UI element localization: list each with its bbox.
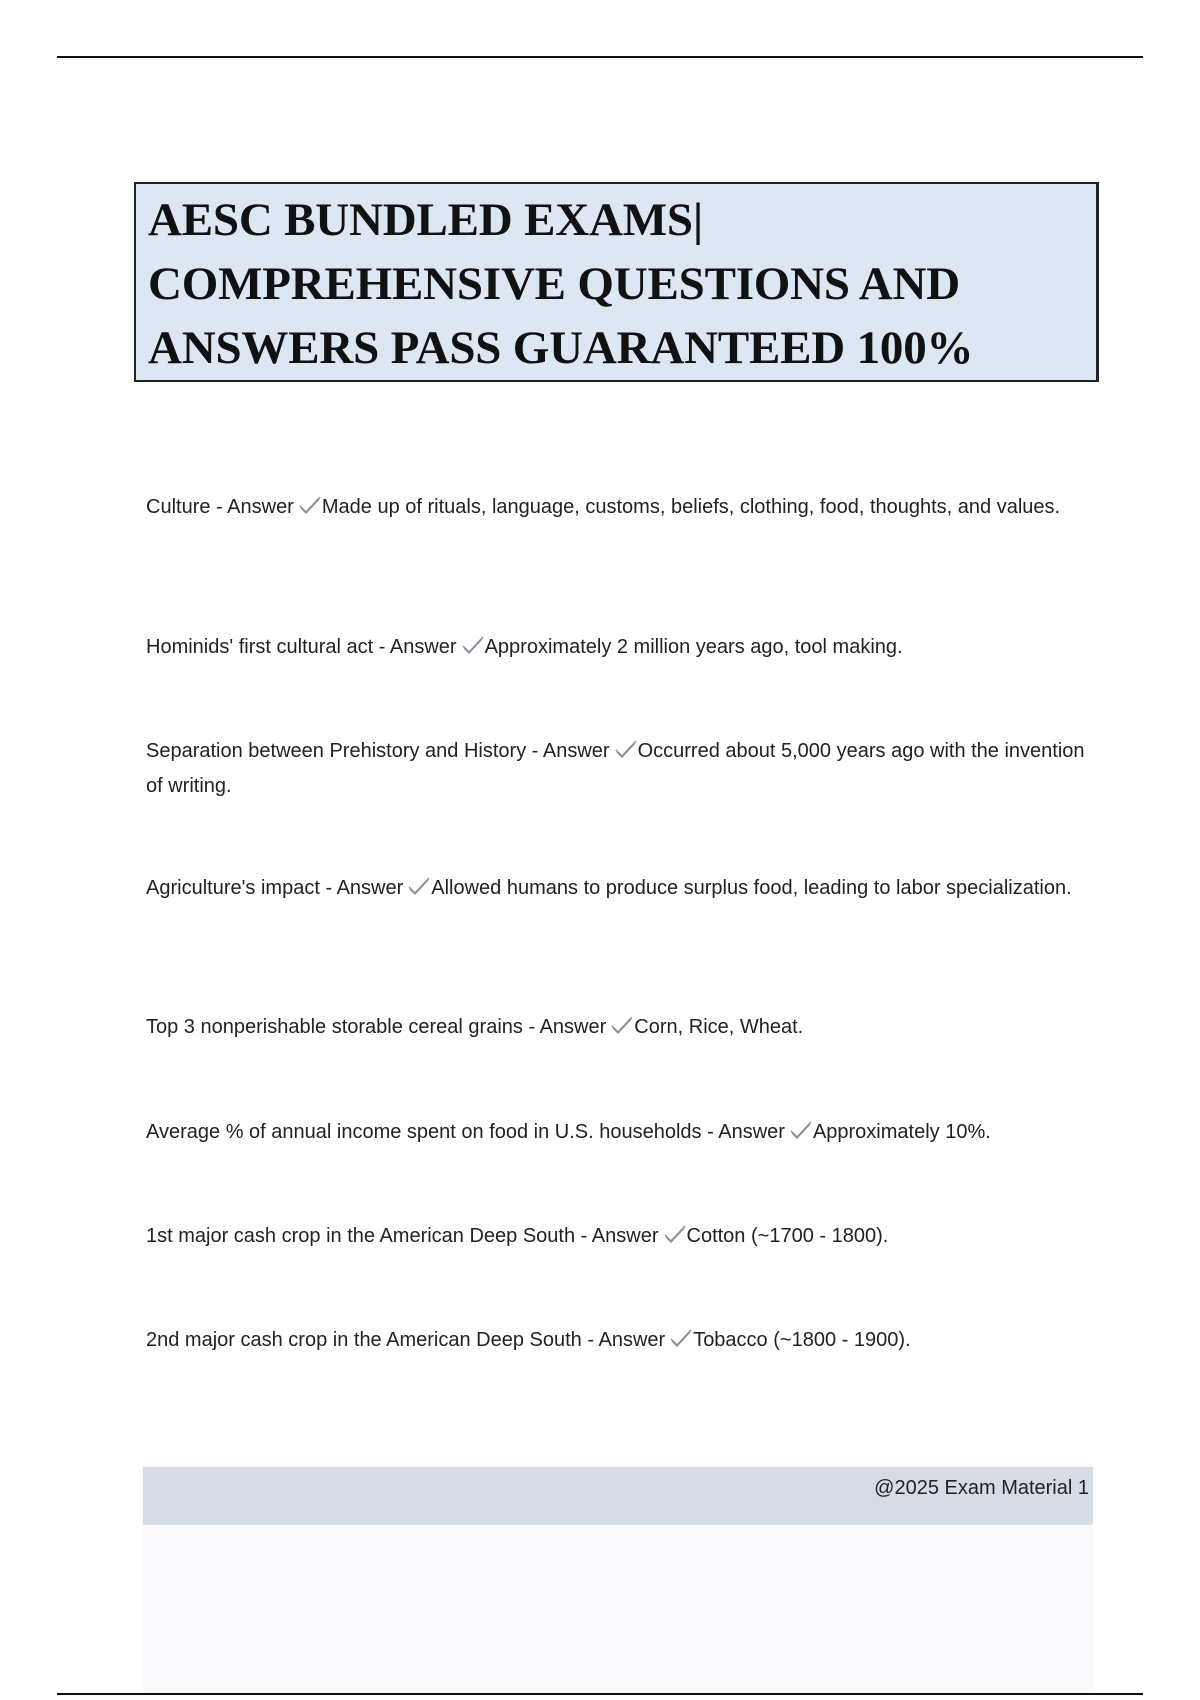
qa-answer: Occurred about 5,000 years ago with the invention of writing.: [146, 740, 1085, 797]
qa-term: Agriculture's impact: [146, 877, 320, 899]
check-mark-icon: [407, 876, 431, 896]
qa-item: 1st major cash crop in the American Deep South - Answer Cotton (~1700 - 1800).: [146, 1225, 889, 1247]
qa-answer: Allowed humans to produce surplus food, leading to labor specialization.: [431, 877, 1072, 899]
answer-label: Answer: [598, 1329, 666, 1351]
top-rule: [57, 56, 1143, 58]
qa-term: Culture: [146, 496, 211, 518]
footer-text: @2025 Exam Material 1: [874, 1477, 1089, 1499]
check-mark-icon: [461, 635, 485, 655]
answer-label: Answer: [389, 636, 457, 658]
qa-answer: Tobacco (~1800 - 1900).: [693, 1329, 911, 1351]
answer-label: Answer: [227, 496, 294, 518]
qa-term: Average % of annual income spent on food in U.S. households: [146, 1121, 702, 1143]
qa-term: Separation between Prehistory and History: [146, 740, 527, 762]
answer-label: Answer: [591, 1225, 659, 1247]
footer-band: [143, 1467, 1093, 1525]
qa-answer: Made up of rituals, language, customs, beliefs, clothing, food, thoughts, and values.: [321, 496, 1061, 518]
check-mark-icon: [610, 1015, 634, 1035]
qa-item: Hominids' first cultural act - Answer Approximately 2 million years ago, tool making.: [146, 636, 903, 658]
qa-term: Top 3 nonperishable storable cereal grains: [146, 1016, 523, 1038]
title-line-1: AESC BUNDLED EXAMS|: [148, 194, 703, 246]
answer-label: Answer: [539, 1016, 607, 1038]
answer-label: Answer: [542, 740, 610, 762]
qa-item: 2nd major cash crop in the American Deep South - Answer Tobacco (~1800 - 1900).: [146, 1329, 911, 1351]
title-box: [134, 182, 1099, 382]
page-fade: [143, 1525, 1093, 1690]
qa-answer: Approximately 10%.: [812, 1121, 991, 1143]
qa-answer: Approximately 2 million years ago, tool making.: [484, 636, 903, 658]
qa-answer: Corn, Rice, Wheat.: [634, 1016, 804, 1038]
check-mark-icon: [669, 1328, 693, 1348]
answer-label: Answer: [336, 877, 404, 899]
qa-item: Top 3 nonperishable storable cereal grains - Answer Corn, Rice, Wheat.: [146, 1016, 804, 1038]
check-mark-icon: [789, 1120, 813, 1140]
qa-term: Hominids' first cultural act: [146, 636, 374, 658]
check-mark-icon: [663, 1224, 687, 1244]
qa-term: 2nd major cash crop in the American Deep South: [146, 1329, 582, 1351]
qa-item: Separation between Prehistory and History - Answer Occurred about 5,000 years ago with the invention of writing.: [146, 740, 1085, 797]
qa-item: Average % of annual income spent on food in U.S. households - Answer Approximately 10%.: [146, 1121, 991, 1143]
title-line-3: ANSWERS PASS GUARANTEED 100%: [148, 322, 974, 374]
qa-item: Culture - Answer Made up of rituals, language, customs, beliefs, clothing, food, thoughts, and values.: [146, 496, 1061, 518]
bottom-rule: [57, 1693, 1143, 1695]
qa-term: 1st major cash crop in the American Deep South: [146, 1225, 576, 1247]
answer-label: Answer: [718, 1121, 785, 1143]
check-mark-icon: [614, 739, 638, 759]
check-mark-icon: [298, 495, 322, 515]
title-line-2: COMPREHENSIVE QUESTIONS AND: [148, 258, 961, 310]
page-title: [148, 188, 1086, 380]
qa-item: Agriculture's impact - Answer Allowed humans to produce surplus food, leading to labor specialization.: [146, 877, 1072, 899]
qa-answer: Cotton (~1700 - 1800).: [686, 1225, 889, 1247]
